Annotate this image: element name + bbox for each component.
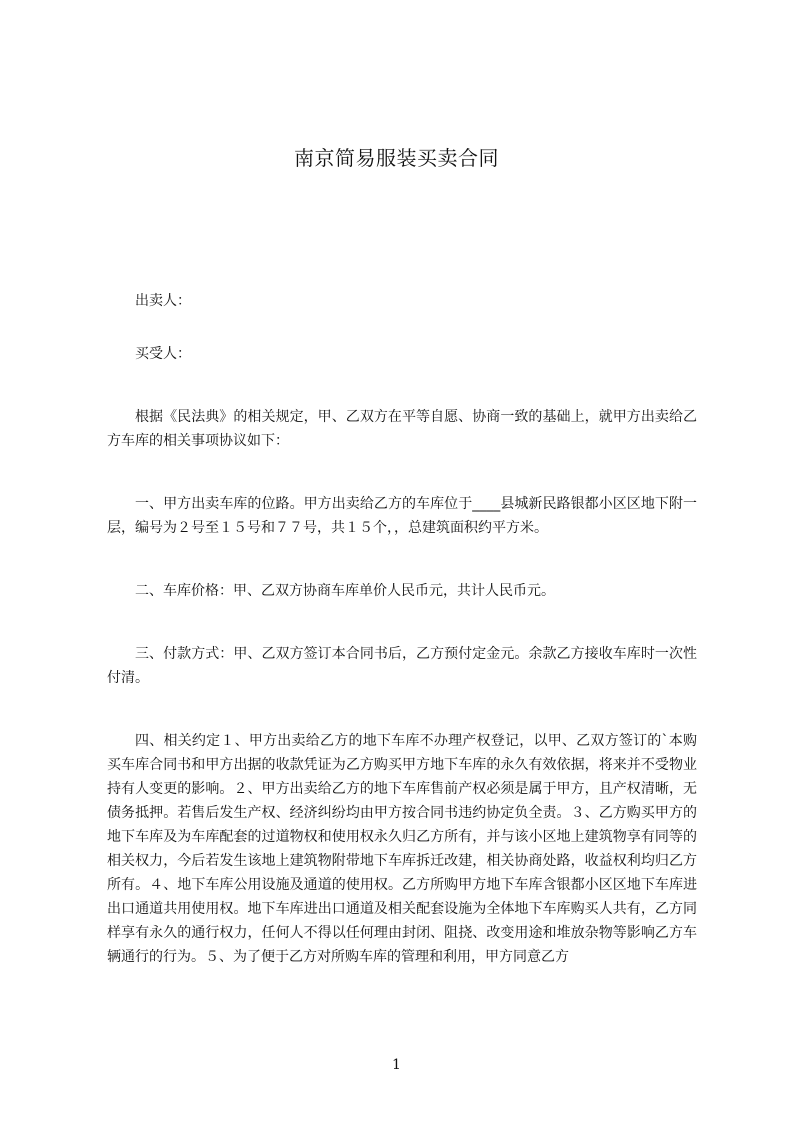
seller-line: 出卖人： (135, 293, 191, 309)
contract-body (107, 289, 697, 969)
clause-price: 二、车库价格：甲、乙双方协商车库单价人民币元，共计人民币元。 (135, 583, 555, 599)
page-number: 1 (392, 1057, 401, 1073)
intro-paragraph: 根据《民法典》的相关规定，甲、乙双方在平等自愿、协商一致的基础上，就甲方出卖给乙方车库的相关事项协议如下： (107, 409, 697, 449)
buyer-line: 买受人： (135, 346, 191, 362)
contract-title: 南京简易服装买卖合同 (294, 146, 499, 170)
clause-agreements: 四、相关约定１、甲方出卖给乙方的地下车库不办理产权登记，以甲、乙双方签订的`本购买车库合同书和甲方出据的收款凭证为乙方购买甲方地下车库的永久有效依据，将来并不受物业持有人变更的影响。２、甲方出卖给乙方的地下车库售前产权必须是属于甲方，且产权清晰，无债务抵押。若售后发生产权、经济纠纷均由甲方按合同书违约协定负全责。３、乙方购买甲方的地下车库及为车库配套的过道物权和使用权永久归乙方所有，并与该小区地上建筑物享有同等的相关权力，今后若发生该地上建筑物附带地下车库拆迁改建，相关协商处路，收益权利均归乙方所有。４、地下车库公用设施及通道的使用权。乙方所购甲方地下车库含银都小区区地下车库进出口通道共用使用权。地下车库进出口通道及相关配套设施为全体地下车库购买人共有，乙方同样享有永久的通行权力，任何人不得以任何理由封闭、阻挠、改变用途和堆放杂物等影响乙方车辆通行的行为。５、为了便于乙方对所购车库的管理和利用，甲方同意乙方 (107, 733, 697, 965)
clause-location: 一、甲方出卖车库的位路。甲方出卖给乙方的车库位于____县城新民路银都小区区地下附一层，编号为２号至１５号和７７号，共１５个，，总建筑面积约平方米。 (107, 496, 697, 536)
clause-payment: 三、付款方式：甲、乙双方签订本合同书后，乙方预付定金元。余款乙方接收车库时一次性付清。 (107, 646, 697, 686)
